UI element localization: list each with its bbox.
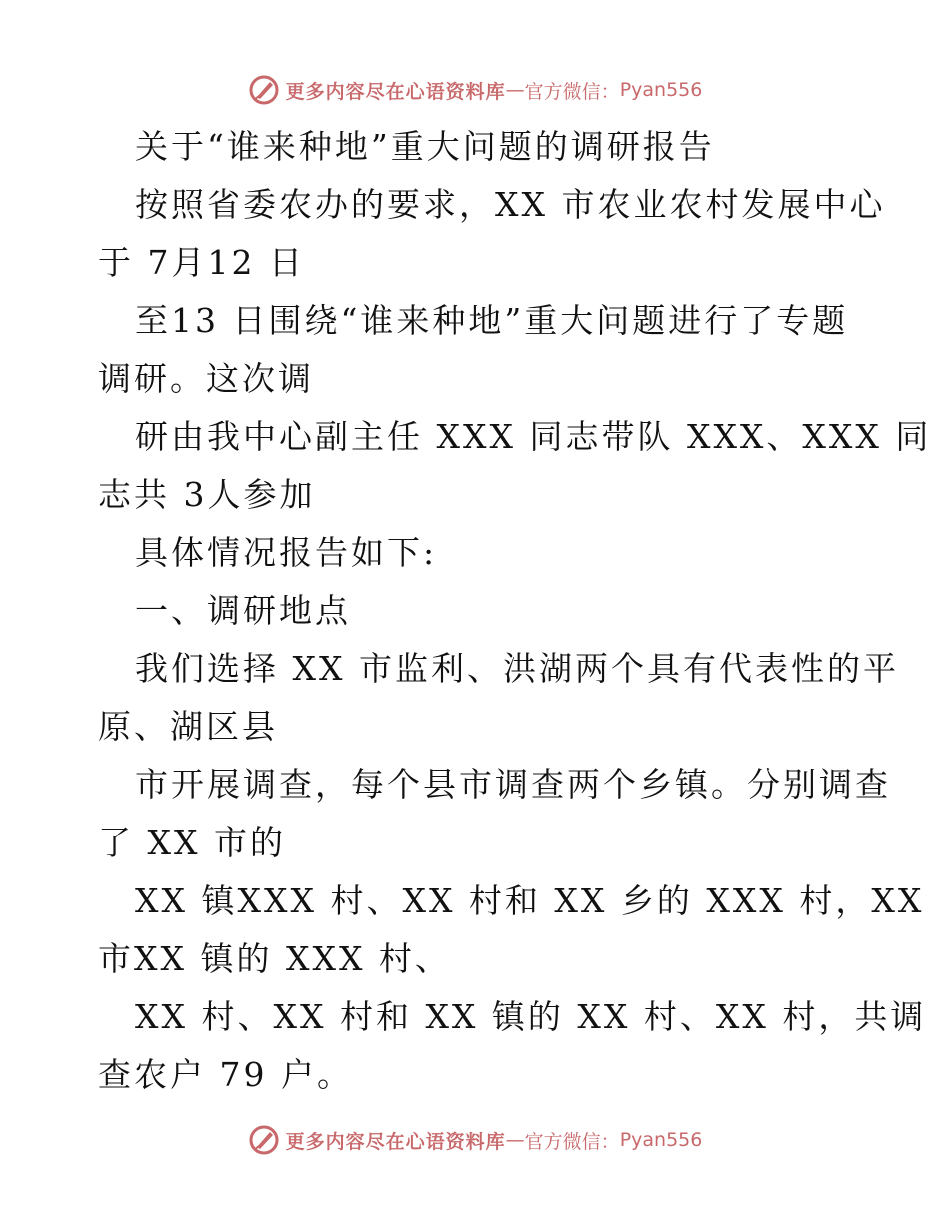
- doc-line: 至13 日围绕“谁来种地”重大问题进行了专题: [135, 301, 849, 340]
- quill-seal-icon: [248, 74, 280, 106]
- doc-line-heading: 一、调研地点: [135, 591, 351, 630]
- footer-watermark: [0, 1120, 950, 1160]
- watermark-wechat-label: 官方微信：: [524, 1130, 620, 1153]
- doc-line: 具体情况报告如下:: [135, 533, 438, 572]
- doc-line-title: 关于“谁来种地”重大问题的调研报告: [135, 127, 715, 166]
- header-watermark: [0, 70, 950, 110]
- doc-line: 志共 3人参加: [98, 475, 316, 514]
- doc-line: 我们选择 XX 市监利、洪湖两个具有代表性的平: [135, 649, 899, 688]
- doc-line: 原、湖区县: [98, 707, 278, 746]
- doc-line: XX 村、XX 村和 XX 镇的 XX 村、XX 村，共调: [135, 997, 927, 1036]
- doc-line: 研由我中心副主任 XXX 同志带队 XXX、XXX 同: [135, 417, 932, 456]
- watermark-wechat-id: Pyan556: [619, 79, 703, 101]
- watermark-dash: —: [505, 1129, 525, 1151]
- watermark-dash: —: [505, 79, 525, 101]
- watermark-text: 更多内容尽在心语资料库: [285, 1130, 506, 1153]
- doc-line: 市开展调查，每个县市调查两个乡镇。分别调查: [135, 765, 891, 804]
- doc-line: 市XX 镇的 XXX 村、: [98, 939, 451, 978]
- doc-line: 了 XX 市的: [98, 823, 286, 862]
- watermark-wechat-label: 官方微信：: [524, 80, 620, 103]
- doc-line: 于 7月12 日: [98, 243, 305, 282]
- document-body: [98, 118, 932, 1104]
- quill-seal-icon: [248, 1124, 280, 1156]
- doc-line: 按照省委农办的要求，XX 市农业农村发展中心: [135, 185, 886, 224]
- doc-line: 调研。这次调: [98, 359, 314, 398]
- doc-line: 查农户 79 户。: [98, 1055, 353, 1094]
- watermark-text: 更多内容尽在心语资料库: [285, 80, 506, 103]
- doc-line: XX 镇XXX 村、XX 村和 XX 乡的 XXX 村，XX: [135, 881, 925, 920]
- watermark-wechat-id: Pyan556: [619, 1129, 703, 1151]
